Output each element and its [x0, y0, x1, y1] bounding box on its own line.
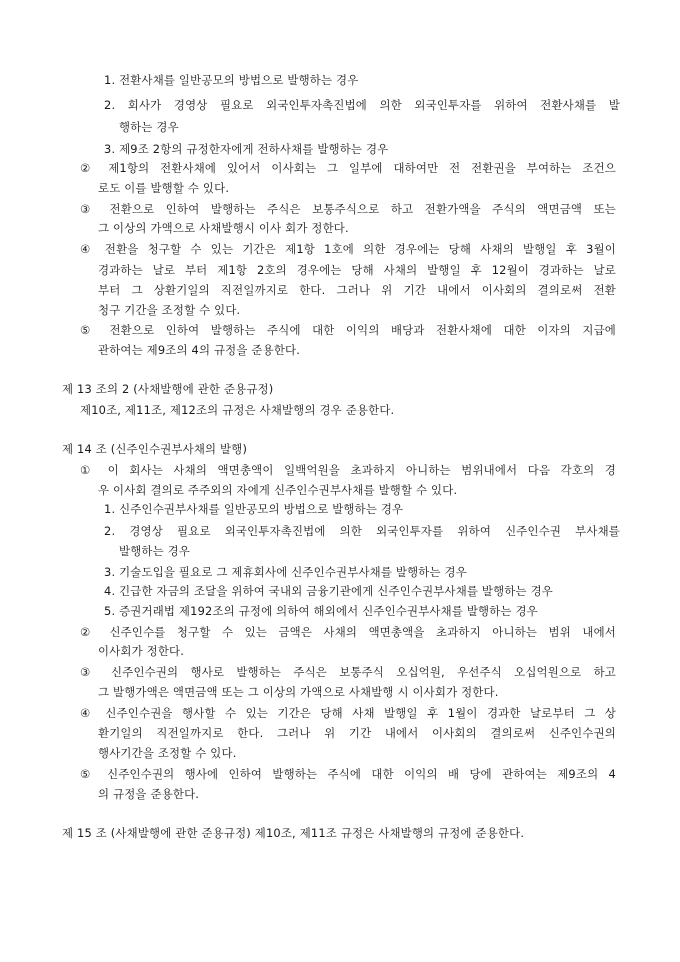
- clause-paragraph: ④ 전환을 청구할 수 있는 기간은 제1항 1호에 의한 경우에는 당해 사채의 발행일 후 3월이: [80, 242, 616, 256]
- clause-continuation: 경과하는 날로 부터 제1항 2호의 경우에는 당해 사채의 발행일 후 12월이 경과하는 날로: [98, 263, 616, 277]
- clause-paragraph: ③ 전환으로 인하여 발행하는 주식은 보통주식으로 하고 전환가액을 주식의 액면금액 또는: [80, 202, 616, 216]
- clause-continuation: 로도 이를 발행할 수 있다.: [98, 181, 230, 195]
- clause-continuation: 그 발행가액은 액면금액 또는 그 이상의 가액으로 사채발행 시 이사회가 정한다.: [98, 685, 499, 699]
- list-item: 4. 긴급한 자금의 조달을 위하여 국내외 금융기관에게 신주인수권부사채를 발행하는 경우: [104, 584, 553, 598]
- list-item-continuation: 행하는 경우: [119, 120, 179, 134]
- list-item: 3. 제9조 2항의 규정한자에게 전하사채를 발행하는 경우: [104, 142, 389, 156]
- clause-continuation: 우 이사회 결의로 주주외의 자에게 신주인수권부사채를 발행할 수 있다.: [98, 483, 458, 497]
- clause-paragraph: ③ 신주인수권의 행사로 발행하는 주식은 보통주식 오십억원, 우선주식 오십억원으로 하고: [80, 665, 616, 679]
- clause-continuation: 청구 기간을 조정할 수 있다.: [98, 303, 241, 317]
- clause-continuation: 관하여는 제9조의 4의 규정을 준용한다.: [98, 343, 301, 357]
- clause-paragraph: ① 이 회사는 사채의 액면총액이 일백억원을 초과하지 아니하는 범위내에서 다음 각호의 경: [80, 463, 616, 477]
- list-item: 2. 경영상 필요로 외국인투자촉진법에 의한 외국인투자를 위하여 신주인수권 부사채를: [104, 524, 620, 538]
- list-item-continuation: 발행하는 경우: [119, 544, 191, 558]
- article-heading: 제 14 조 (신주인수권부사채의 발행): [62, 442, 248, 456]
- clause-continuation: 환기일의 직전일까지로 한다. 그러나 위 기간 내에서 이사회의 결의로써 신주인수권의: [98, 726, 616, 740]
- clause-paragraph: ② 제1항의 전환사채에 있어서 이사회는 그 일부에 대하여만 전 전환권을 부여하는 조건으: [80, 161, 616, 175]
- clause-paragraph: ② 신주인수를 청구할 수 있는 금액은 사채의 액면총액을 초과하지 아니하는 범위 내에서: [80, 625, 616, 639]
- article-body: 제10조, 제11조, 제12조의 규정은 사채발행의 경우 준용한다.: [80, 403, 395, 417]
- clause-continuation: 의 규정을 준용한다.: [98, 787, 200, 801]
- clause-paragraph: ⑤ 전환으로 인하여 발행하는 주식에 대한 이익의 배당과 전환사채에 대한 이자의 지급에: [80, 323, 616, 337]
- list-item: 3. 기술도입을 필요로 그 제휴회사에 신주인수권부사채를 발행하는 경우: [104, 565, 467, 579]
- list-item: 2. 회사가 경영상 필요로 외국인투자촉진법에 의한 외국인투자를 위하여 전환사채를 발: [104, 98, 620, 112]
- clause-continuation: 이사회가 정한다.: [98, 644, 185, 658]
- list-item: 1. 전환사채를 일반공모의 방법으로 발행하는 경우: [104, 73, 359, 87]
- clause-paragraph: ④ 신주인수권을 행사할 수 있는 기간은 당해 사채 발행일 후 1월이 경과한 날로부터 그 상: [80, 706, 616, 720]
- clause-continuation: 부터 그 상환기일의 직전일까지로 한다. 그러나 위 기간 내에서 이사회의 결의로써 전환: [98, 283, 616, 297]
- list-item: 5. 증권거래법 제192조의 규정에 의하여 해외에서 신주인수권부사채를 발행하는 경우: [104, 604, 538, 618]
- clause-continuation: 그 이상의 가액으로 사채발행시 이사 회가 정한다.: [98, 221, 349, 235]
- clause-continuation: 행사기간을 조정할 수 있다.: [98, 746, 237, 760]
- clause-paragraph: ⑤ 신주인수권의 행사에 인하여 발행하는 주식에 대한 이익의 배 당에 관하여는 제9조의 4: [80, 767, 616, 781]
- article-heading: 제 15 조 (사채발행에 관한 준용규정) 제10조, 제11조 규정은 사채발행의 규정에 준용한다.: [62, 826, 525, 840]
- list-item: 1. 신주인수권부사채를 일반공모의 방법으로 발행하는 경우: [104, 502, 404, 516]
- article-heading: 제 13 조의 2 (사채발행에 관한 준용규정): [62, 382, 274, 396]
